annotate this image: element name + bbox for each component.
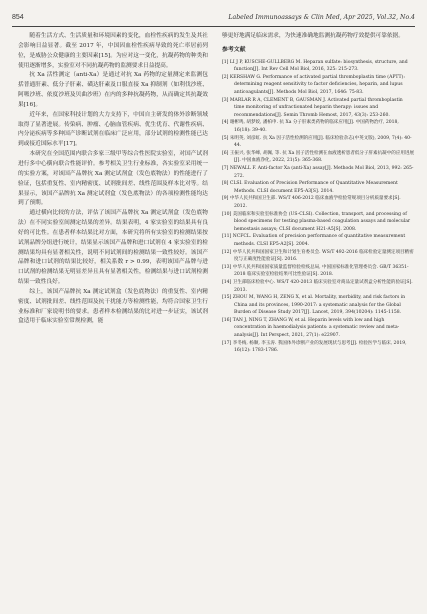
reference-item: [2] KERSHAW G. Performance of activated partial thromboplastin time (APTT): determining reagent sensitivity to factor deficiencies, heparin, and lupus anticoagulants[J]. Methods Mol Biol, 2017, 1646: 75-83. bbox=[222, 74, 405, 96]
reference-item: [5] 朱明英, 刘彦虹. 抗 Xa 因子活性检测的应用[J]. 临床检验杂志(中英文版), 2009, 7(4): 40-44. bbox=[222, 135, 412, 149]
reference-item: [8] CLSI. Evaluation of Precision Performance of Quantitative Measurement Methods. CLSI document EP5-A3[S]. 2014. bbox=[222, 181, 398, 194]
reference-item: [10] 美国临床和实验室标准协会 (US-CLSI). Collection, transport, and processing of blood specimens for testing plasma-based coagulation assays and molecular hemostasis assays; CLSI document H21-A5[S]. 2008. bbox=[222, 211, 411, 232]
reference-item: [11] NCFCL. Evaluation of precision performance of quantitative measurement methods. CLSI EP5-A2[S]. 2004. bbox=[222, 234, 406, 247]
right-column bbox=[222, 32, 414, 355]
reference-item: [12] 中华人民共和国国家卫生和计划生育委员会. WS/T 492-2016 临床检验定量测定项目精密度与正确度性能验证[S]. 2016. bbox=[222, 249, 414, 263]
body-paragraph: 通过横向比较的方法，评估了该国产品牌抗 Xa 测定试剂盒（发色底物法）在不同实验室间测定结果的差异。结果表明，4 家实验室的结果具有良好的可比性。在患者样本结果比对方面，本研究将所有实验室的检测结果按试剂品牌分组进行统计，结果显示该国产品牌和进口试剂在 4 家实验室的检测结果均具有显著相关性，说明不同试剂间的检测结果一致性较好。该国产品牌和进口试剂的结果比较好，相关系数 r > 0.99，表明该国产品牌与进口试剂的检测结果无明显差异且具有显著相关性，检测结果与进口试剂检测结果一致性良好。 bbox=[18, 210, 208, 286]
journal-citation: Labeled Immunoassays & Clin Med, Apr 2025, Vol.32, No.4 bbox=[228, 14, 415, 21]
reference-item: [9] 中华人民共和国卫生部. WS/T 406-2012 临床血液学检验常规项目分析质量要求[S]. 2012. bbox=[222, 196, 401, 209]
header-rule bbox=[12, 26, 415, 27]
left-column bbox=[18, 32, 208, 327]
body-paragraph: 够更好地满足临床需求，为快速准确地监测抗凝药物疗效提供可靠依据。 bbox=[222, 33, 404, 39]
reference-item: [16] TAN J, NING T, ZHANG W, et al. Heparin levels with low and high concentration in haemodialysis patients: a systematic review and meta-analysis[J]. Int Perspect, 2021, 27(1): e22907. bbox=[222, 317, 400, 339]
reference-item: [7] NEWALL F. Anti-factor Xa (anti-Xa) assay[J]. Methods Mol Biol, 2013, 992: 265-272. bbox=[222, 166, 414, 179]
body-paragraph: 本研究在全国范围内联合多家三级甲等综合性医院实验室，对国产试剂进行多中心横向联合性能评价。参考相关卫生行业标准，各实验室采用统一的实验方案，对该国产品牌抗 Xa 测定试剂盒（发色底物法）的性能进行了验证，包括重复性、室内精密度、试剂批间差、线性范围及样本比对等。结果显示，该国产品牌抗 Xa 测定试剂盒（发色底物法）的各项检测性能均达到了预期。 bbox=[18, 151, 208, 207]
body-paragraph: 近年来，在国家科技计划的大力支持下，中国自主研发的体外诊断领域取得了显著进展。传染病、肿瘤、心脑血管疾病、优生优育、代谢性疾病、内分泌疾病等多种国产诊断试剂在临床广泛应用，部分试剂的检测性能已达到或接近国际水平[17]。 bbox=[18, 111, 208, 148]
body-paragraph: 综上，该国产品牌抗 Xa 测定试剂盒（发色底物法）的重复性、室内精密度、试剂批间差、线性范围及抗干扰能力等检测性能，均符合国家卫生行业标准和厂家说明书的要求。患者样本检测结果的比对进一步证实，该试剂盒适用于临床实验室常规检测，能 bbox=[18, 288, 208, 325]
body-paragraph: 随着生活方式、生活质量和环境因素的变化，血栓性疾病的发生及其社会影响日益显著。截至 2017 年，中国因血栓性疾病导致的死亡率居前列位，是威胁公众健康的主要因素[15]。为应对这一变化，抗凝药物的种类和使用逐渐增多，实验室对不同抗凝药物的监测要求日益提高。 bbox=[18, 33, 208, 69]
reference-item: [6] 王振兴, 张华峰, 胡佩, 等. 抗 Xa 因子活性检测在血液透析患者低分子肝素抗凝中的应用进展[J]. 中国血液净化, 2022, 21(5): 365-368. bbox=[222, 150, 414, 164]
page-number: 854 bbox=[12, 14, 24, 21]
reference-item: [13] 中华人民共和国国家质量监督检验检疫总局, 中国国家标准化管理委员会. GB/T 36351-2018 临床实验室检验结果可比性验证[S]. 2018. bbox=[222, 264, 409, 278]
reference-item: [3] MARLAR R A, CLEMENT B, GAUSMAN J. Activated partial thromboplastin time monitoring of unfractionated heparin therapy: issues and recommendations[J]. Semin Thromb Hemost, 2017, 43(3): 253-260. bbox=[222, 97, 403, 118]
reference-item: [14] 卫生部临床检验中心. WS/T 420-2013 临床实验室对商品定量试剂盒分析性能的验证[S]. 2013. bbox=[222, 279, 413, 293]
running-header bbox=[12, 14, 415, 26]
reference-list bbox=[222, 59, 414, 355]
reference-item: [4] 谢彬鸣, 胡梦姣, 潘柏申. 抗 Xa 分子肝素类药物的临床应用[J]. 中国药物治疗, 2018, 16(18): 39-40. bbox=[222, 120, 399, 134]
reference-item: [1] LI J P, KUSCHE-GULLBERG M. Heparan sulfate: biosynthesis, structure, and function[J]. Int Rev Cell Mol Biol, 2016, 325: 215-273. bbox=[222, 59, 408, 73]
reference-item: [15] ZHOU M, WANG H, ZENG X, et al. Mortality, morbidity, and risk factors in China and its provinces, 1990-2017: a systematic analysis for the Global Burden of Disease Study 2017[J]. Lancet, 2019, 394(10204): 1145-1158. bbox=[222, 295, 406, 316]
references-heading: 参考文献 bbox=[222, 46, 246, 53]
body-paragraph: 抗 Xa 活性测定（anti-Xa）是通过对抗 Xa 药物的定量测定来监测包括普通肝素、低分子肝素、磺达肝素及口服直接 Xa 抑制剂（如利伐沙班、阿哌沙班、依度沙班及贝曲沙班）在内的多种抗凝药物，从而确定其抗凝效果[16]。 bbox=[18, 72, 208, 108]
reference-item: [17] 李冬梅, 杨顺, 李玉涛. 我国体外诊断产业的发展现状与思考[J]. 检验医学与临床, 2019, 16(12): 1783-1786. bbox=[222, 340, 407, 354]
